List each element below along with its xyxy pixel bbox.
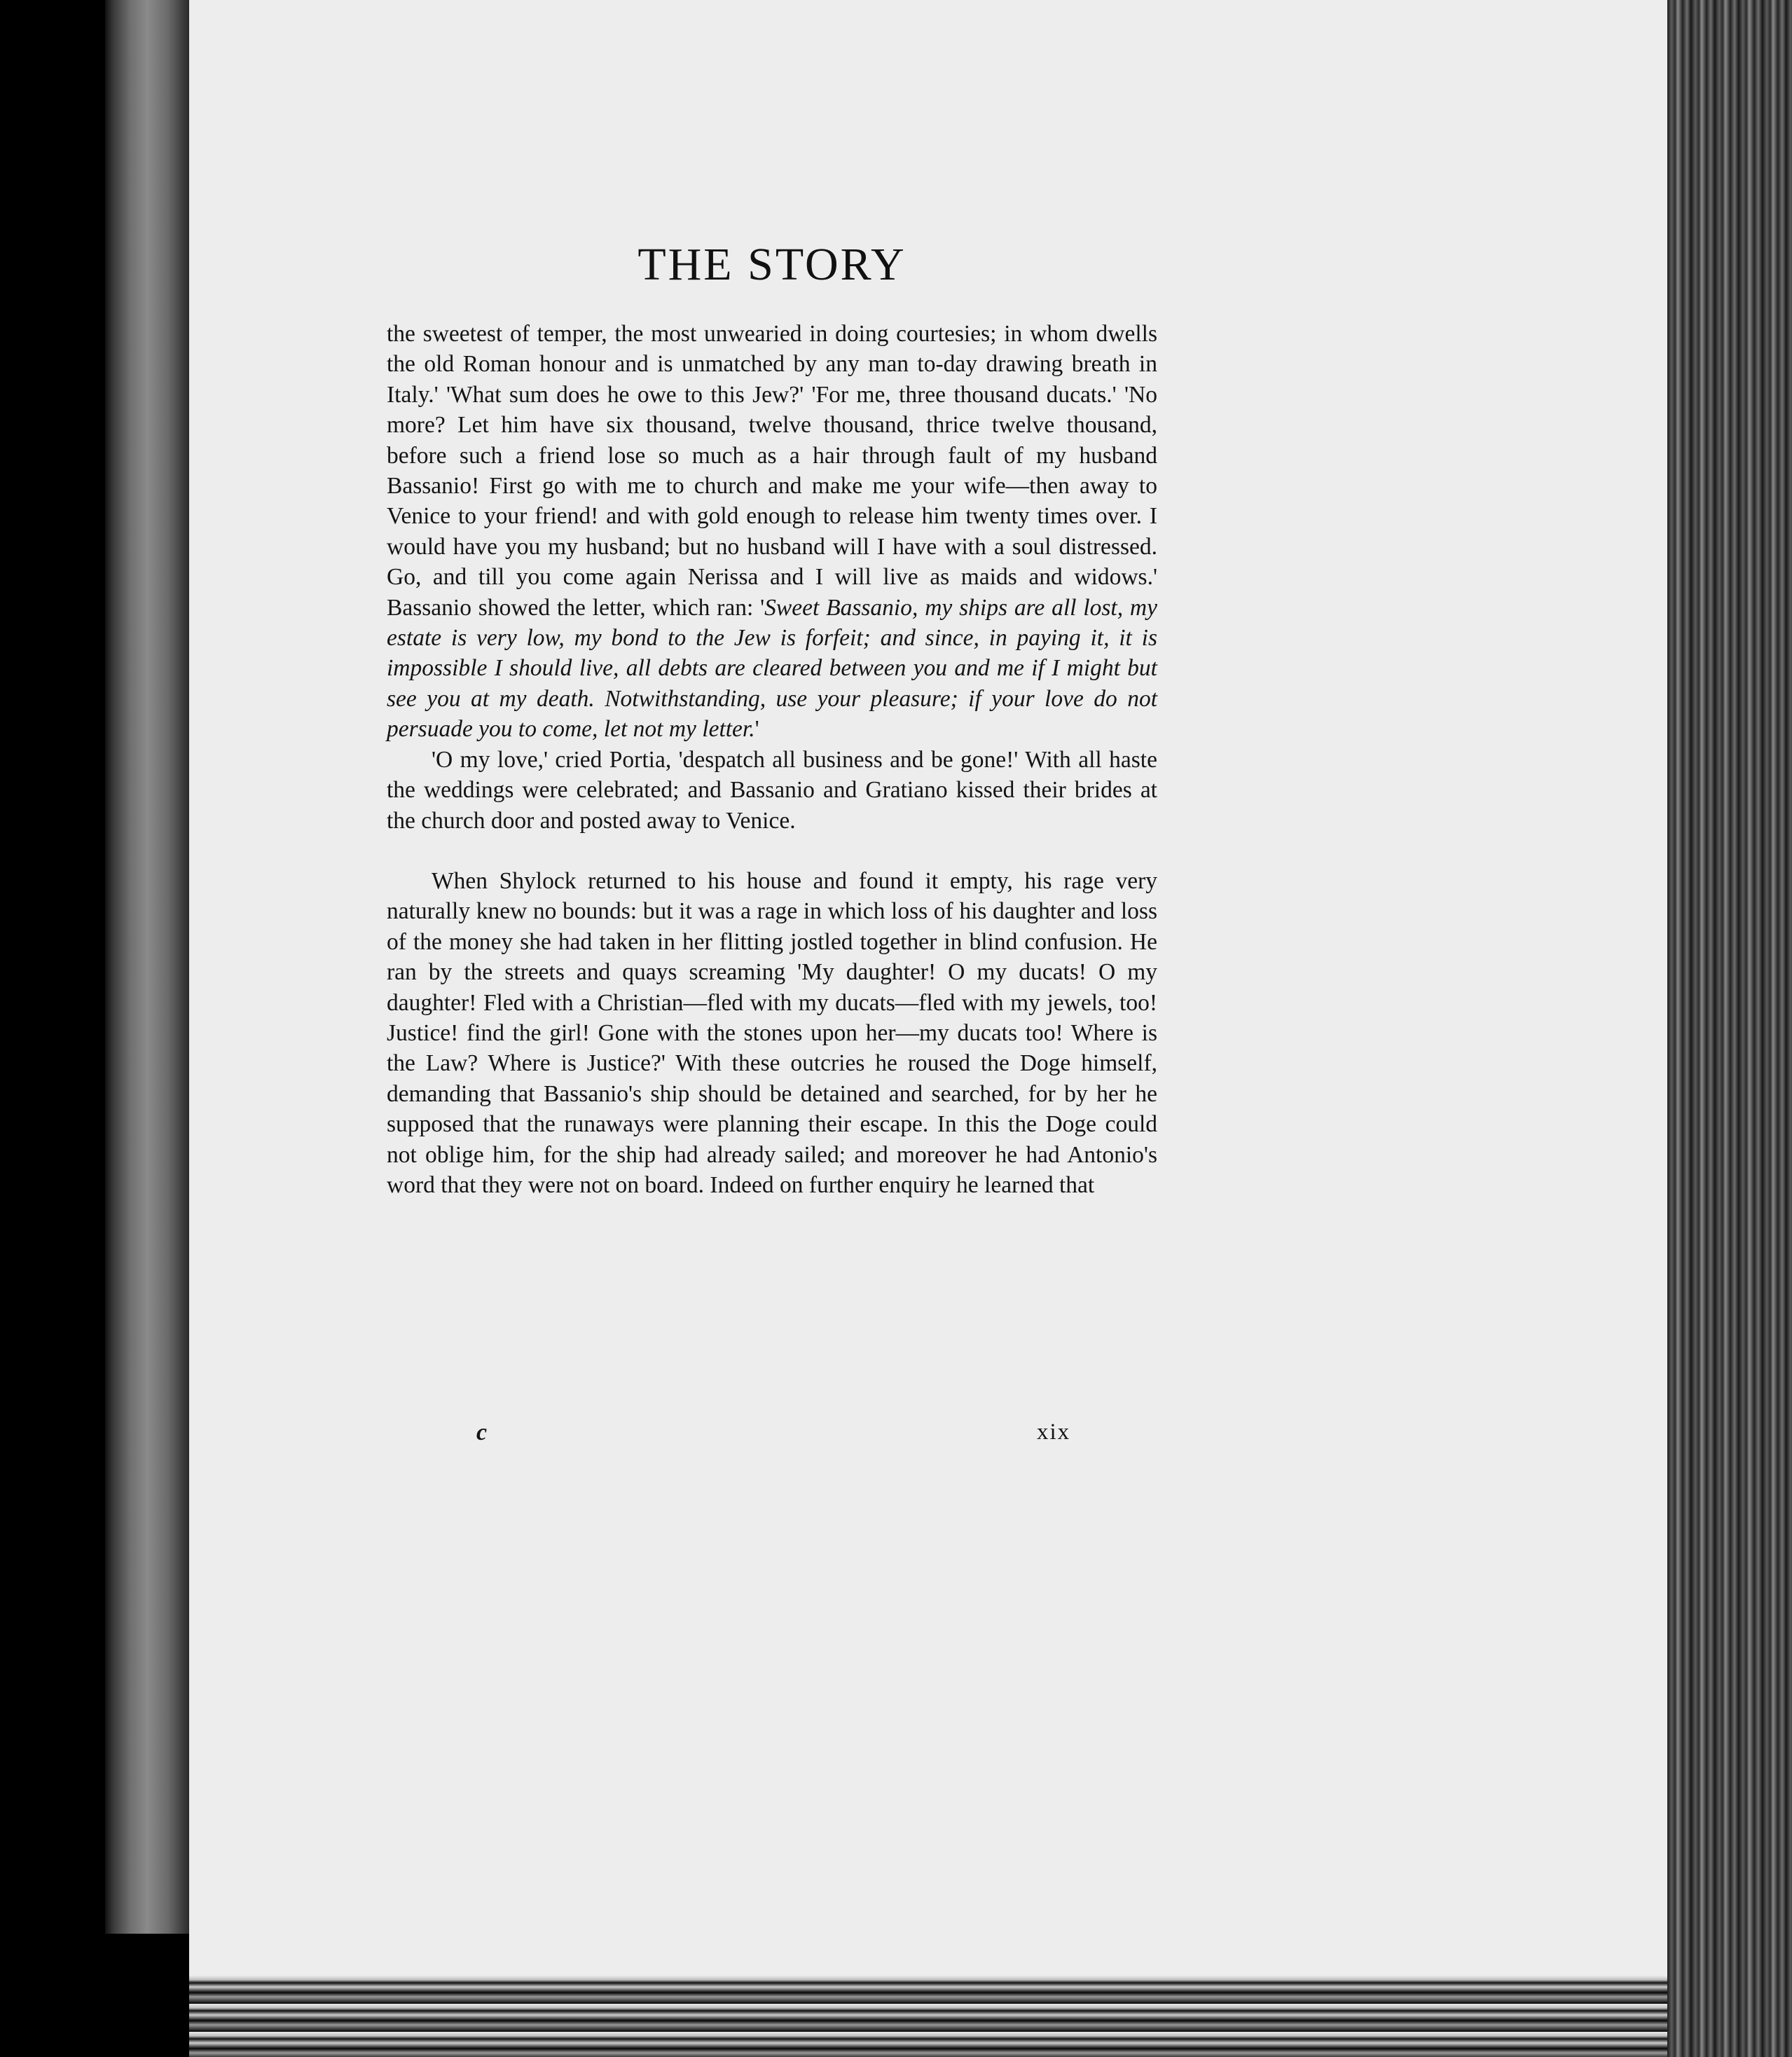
book-spine-shadow xyxy=(105,0,189,1934)
running-head: THE STORY xyxy=(637,239,907,290)
paragraph-break xyxy=(387,836,1157,866)
signature-mark: c xyxy=(476,1419,488,1445)
paragraph-1-close-quote: ' xyxy=(754,716,759,743)
paragraph-2-text: 'O my love,' cried Portia, 'despatch all business and be gone!' With all haste the weddings were celebrated; and Bassanio and Gratiano kissed their brides at the church door and posted away to Venice. xyxy=(387,746,1157,834)
paragraph-3 xyxy=(387,866,1157,1200)
paragraph-3-text: When Shylock returned to his house and found it empty, his rage very naturally knew no bounds: but it was a rage in which loss of his daughter and loss of the money she had taken in her flitting jostled together in blind confusion. He ran by the streets and quays screaming 'My daughter! O my ducats! O my daughter! Fled with a Christian—fled with my ducats—fled with my jewels, too! Justice! find the girl! Gone with the stones upon her—my ducats too! Where is the Law? Where is Justice?' With these outcries he roused the Doge himself, demanding that Bassanio's ship should be detained and searched, for by her he supposed that the runaways were planning their escape. In this the Doge could not oblige him, for the ship had already sailed; and moreover he had Antonio's word that they were not on board. Indeed on further enquiry he learned that xyxy=(387,867,1157,1198)
page-number: xix xyxy=(1037,1419,1071,1445)
book-binding-edge xyxy=(1667,0,1792,2057)
paragraph-2 xyxy=(387,745,1157,836)
letter-quotation: Sweet Bassanio, my ships are all lost, my estate is very low, my bond to the Jew is forfeit; and since, in paying it, it is impossible I should live, all debts are cleared between you and me if I might but see you at my death. Notwithstanding, use your pleasure; if your love do not persuade you to come, let not my letter. xyxy=(387,594,1157,743)
paragraph-1-text: the sweetest of temper, the most unwearied in doing courtesies; in whom dwells the old Roman honour and is unmatched by any man to-day drawing breath in Italy.' 'What sum does he owe to this Jew?' 'For me, three thousand ducats.' 'No more? Let him have six thousand, twelve thousand, thrice twelve thousand, before such a friend lose so much as a hair through fault of my husband Bassanio! First go with me to church and make me your wife—then away to Venice to your friend! and with gold enough to release him twenty times over. I would have you my husband; but no husband will I have with a soul distressed. Go, and till you come again Nerissa and I will live as maids and widows.' Bassanio showed the letter, which ran: ' xyxy=(387,321,1157,621)
body-text xyxy=(387,319,1157,1200)
paragraph-1 xyxy=(387,319,1157,745)
page-bottom-edge xyxy=(189,1976,1667,2057)
